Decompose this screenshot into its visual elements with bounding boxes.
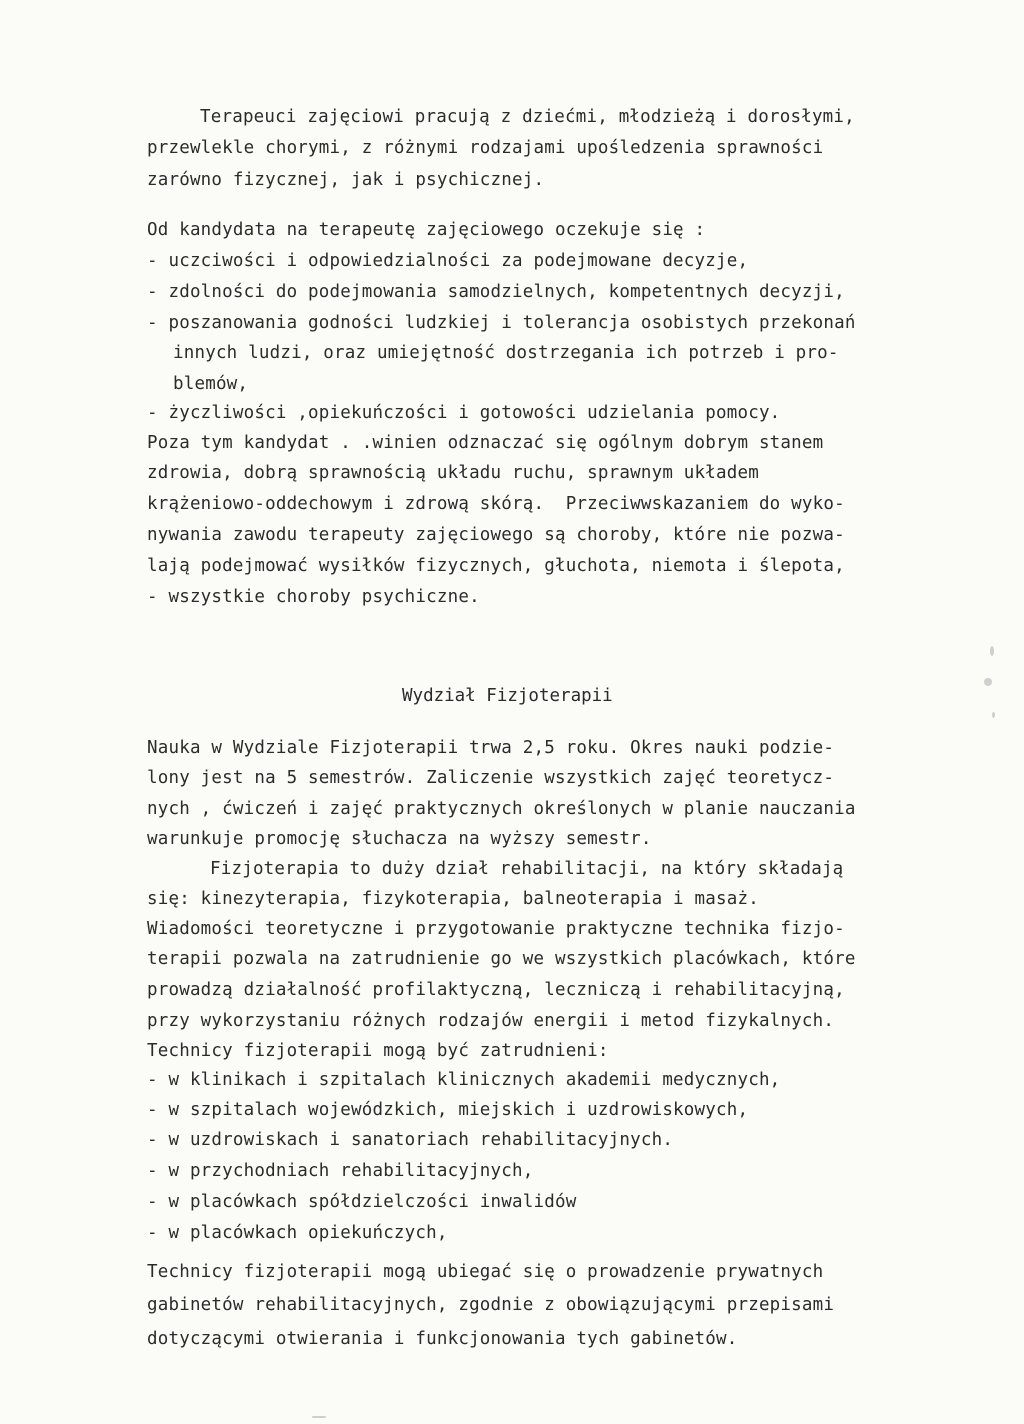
paper-speck	[984, 678, 992, 686]
list-item: - w szpitalach wojewódzkich, miejskich i uzdrowiskowych,	[147, 1100, 749, 1120]
text-line: nywania zawodu terapeuty zajęciowego są choroby, które nie pozwa-	[147, 525, 845, 545]
text-line: lają podejmować wysiłków fizycznych, głuchota, niemota i ślepota,	[147, 556, 845, 576]
text-line: zdrowia, dobrą sprawnością układu ruchu, sprawnym układem	[147, 463, 759, 483]
text-line: Poza tym kandydat . .winien odznaczać się ogólnym dobrym stanem	[147, 433, 824, 453]
text-line: prowadzą działalność profilaktyczną, leczniczą i rehabilitacyjną,	[147, 980, 845, 1000]
text-line: nych , ćwiczeń i zajęć praktycznych określonych w planie nauczania	[147, 799, 856, 819]
text-line: przy wykorzystaniu różnych rodzajów energii i metod fizykalnych.	[147, 1011, 835, 1031]
text-line: Wiadomości teoretyczne i przygotowanie praktyczne technika fizjo-	[147, 919, 845, 939]
text-line: gabinetów rehabilitacyjnych, zgodnie z obowiązującymi przepisami	[147, 1295, 835, 1315]
paper-speck	[312, 1416, 326, 1418]
list-item: - zdolności do podejmowania samodzielnych, kompetentnych decyzji,	[147, 282, 845, 302]
list-item: - w uzdrowiskach i sanatoriach rehabilitacyjnych.	[147, 1130, 674, 1150]
list-item: - w placówkach opiekuńczych,	[147, 1223, 448, 1243]
text-line: Nauka w Wydziale Fizjoterapii trwa 2,5 roku. Okres nauki podzie-	[147, 738, 835, 758]
section-heading: Wydział Fizjoterapii	[402, 686, 613, 706]
text-line: przewlekle chorymi, z różnymi rodzajami upośledzenia sprawności	[147, 138, 824, 158]
text-line: krążeniowo-oddechowym i zdrową skórą. Przeciwwskazaniem do wyko-	[147, 494, 845, 514]
text-line: Od kandydata na terapeutę zajęciowego oczekuje się :	[147, 220, 706, 240]
list-item: - w placówkach spółdzielczości inwalidów	[147, 1192, 577, 1212]
list-item: - życzliwości ,opiekuńczości i gotowości udzielania pomocy.	[147, 403, 781, 423]
list-item: - wszystkie choroby psychiczne.	[147, 587, 480, 607]
paper-speck	[990, 646, 994, 656]
list-item: - w przychodniach rehabilitacyjnych,	[147, 1161, 534, 1181]
list-item: - w klinikach i szpitalach klinicznych akademii medycznych,	[147, 1070, 781, 1090]
text-line: się: kinezyterapia, fizykoterapia, balneoterapia i masaż.	[147, 889, 759, 909]
text-line: Technicy fizjoterapii mogą być zatrudnieni:	[147, 1041, 609, 1061]
list-item: - uczciwości i odpowiedzialności za podejmowane decyzje,	[147, 251, 749, 271]
text-line: dotyczącymi otwierania i funkcjonowania tych gabinetów.	[147, 1329, 738, 1349]
text-line: Terapeuci zajęciowi pracują z dziećmi, młodzieżą i dorosłymi,	[200, 107, 855, 127]
text-line: Fizjoterapia to duży dział rehabilitacji, na który składają	[210, 859, 844, 879]
text-line: warunkuje promocję słuchacza na wyższy semestr.	[147, 829, 652, 849]
paper-speck	[992, 712, 995, 718]
text-line: terapii pozwala na zatrudnienie go we wszystkich placówkach, które	[147, 949, 856, 969]
list-item: - poszanowania godności ludzkiej i tolerancja osobistych przekonań	[147, 313, 856, 333]
list-item-continuation: blemów,	[173, 374, 249, 394]
list-item-continuation: innych ludzi, oraz umiejętność dostrzegania ich potrzeb i pro-	[173, 343, 839, 363]
text-line: lony jest na 5 semestrów. Zaliczenie wszystkich zajęć teoretycz-	[147, 768, 835, 788]
text-line: zarówno fizycznej, jak i psychicznej.	[147, 170, 545, 190]
text-line: Technicy fizjoterapii mogą ubiegać się o prowadzenie prywatnych	[147, 1262, 824, 1282]
